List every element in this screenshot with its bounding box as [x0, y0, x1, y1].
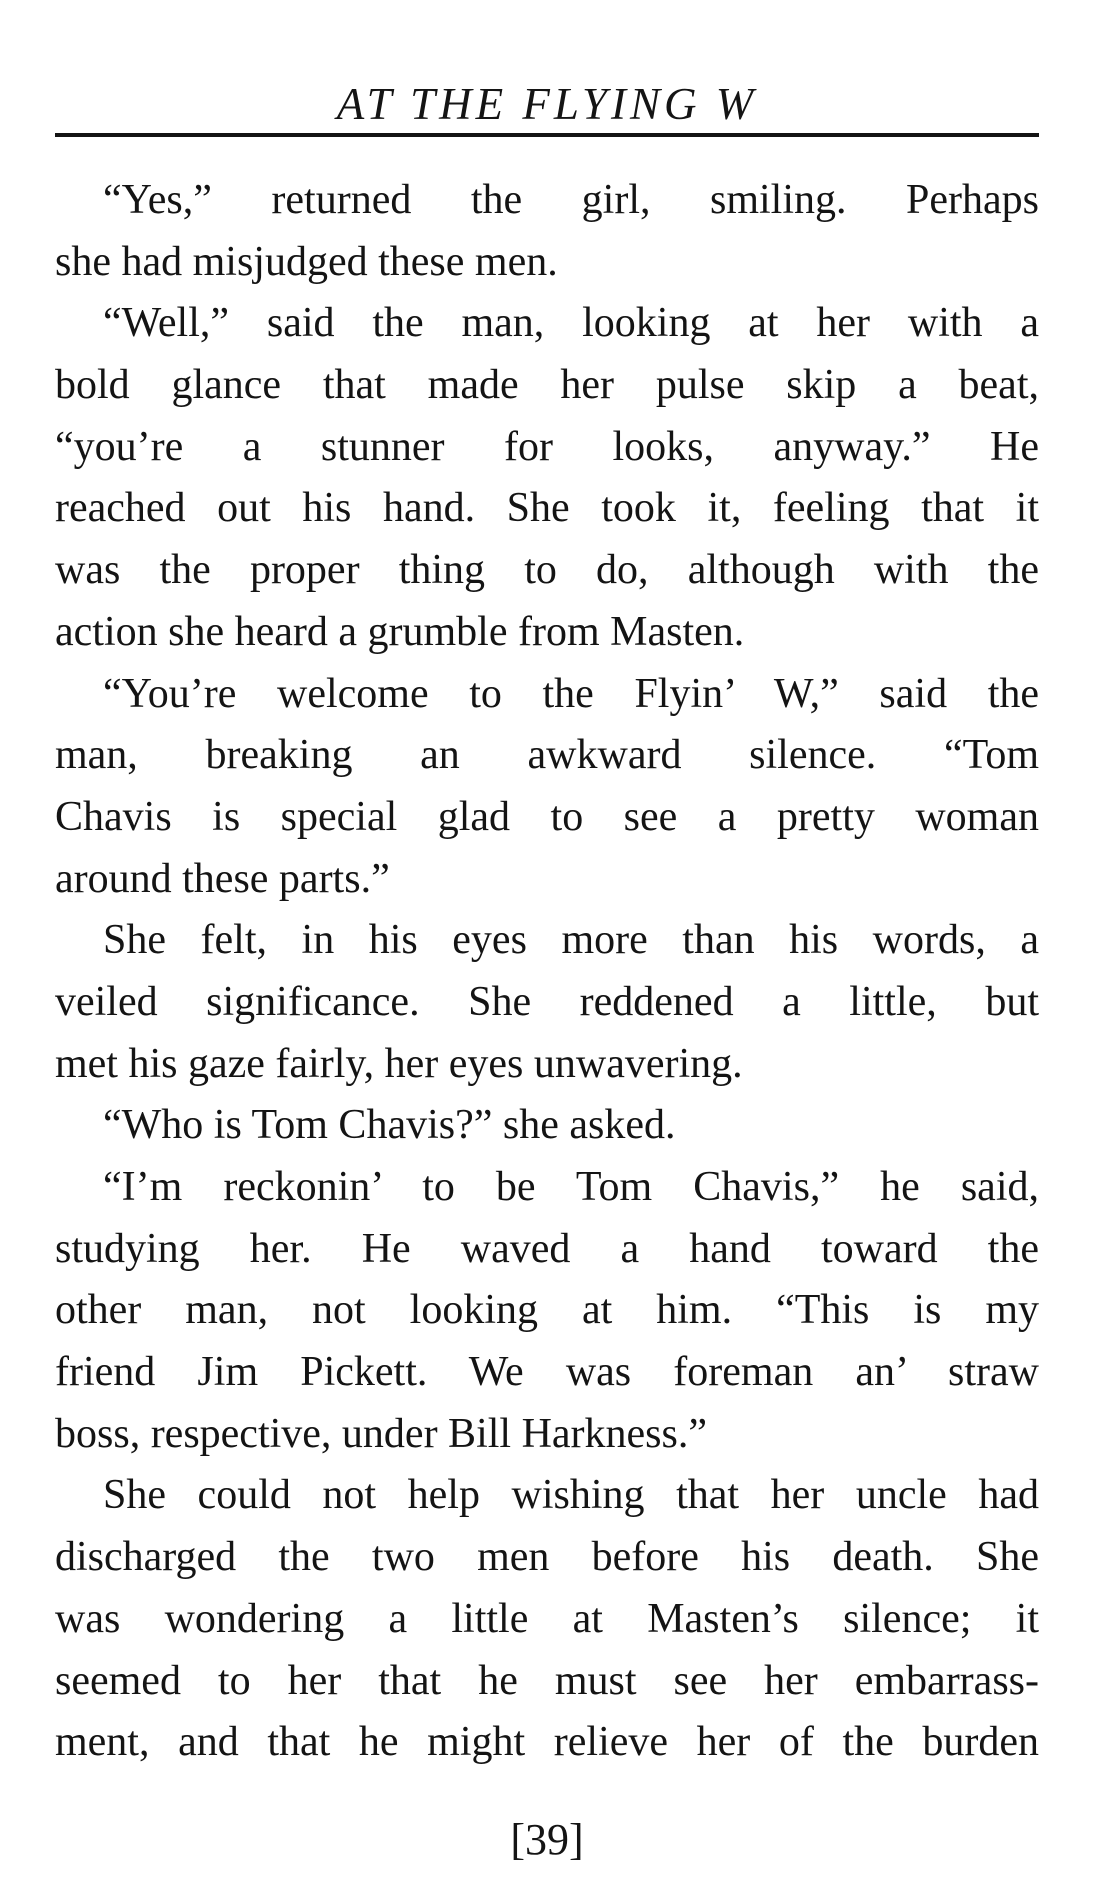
text-line: boss, respective, under Bill Harkness.” [55, 1410, 708, 1457]
text-line: discharged the two men before his death. She [55, 1534, 1039, 1581]
running-head: AT THE FLYING W [336, 79, 758, 129]
text-line: around these parts.” [55, 855, 390, 902]
text-line: was the proper thing to do, although with the [55, 547, 1039, 594]
text-line: “Yes,” returned the girl, smiling. Perhaps [103, 177, 1039, 223]
text-line: Chavis is special glad to see a pretty woman [55, 793, 1039, 840]
text-line: met his gaze fairly, her eyes unwavering. [55, 1040, 743, 1087]
text-line: veiled significance. She reddened a little, but [55, 978, 1039, 1025]
text-line: ment, and that he might relieve her of the burden [55, 1719, 1039, 1766]
text-line: studying her. He waved a hand toward the [55, 1225, 1039, 1272]
text-line: action she heard a grumble from Masten. [55, 608, 745, 655]
text-line: reached out his hand. She took it, feeling that it [55, 485, 1039, 532]
text-line: “Who is Tom Chavis?” she asked. [103, 1102, 676, 1149]
header-rule [55, 133, 1039, 137]
text-line: “you’re a stunner for looks, anyway.” He [55, 423, 1039, 470]
text-line: seemed to her that he must see her embarrass- [55, 1657, 1039, 1704]
text-line: “I’m reckonin’ to be Tom Chavis,” he said, [103, 1164, 1039, 1210]
text-line: “Well,” said the man, looking at her with a [103, 300, 1039, 347]
text-line: bold glance that made her pulse skip a beat, [55, 362, 1039, 409]
text-line: “You’re welcome to the Flyin’ W,” said the [103, 670, 1039, 717]
text-line: was wondering a little at Masten’s silence; it [55, 1595, 1039, 1642]
text-line: friend Jim Pickett. We was foreman an’ straw [55, 1349, 1039, 1396]
text-line: man, breaking an awkward silence. “Tom [55, 732, 1039, 779]
text-line: She could not help wishing that her uncle had [103, 1472, 1039, 1519]
page-number: [39] [510, 1815, 584, 1864]
text-line: other man, not looking at him. “This is my [55, 1287, 1039, 1334]
page-body [55, 170, 1039, 1774]
text-line: she had misjudged these men. [55, 238, 558, 285]
text-line: She felt, in his eyes more than his words, a [103, 917, 1039, 964]
